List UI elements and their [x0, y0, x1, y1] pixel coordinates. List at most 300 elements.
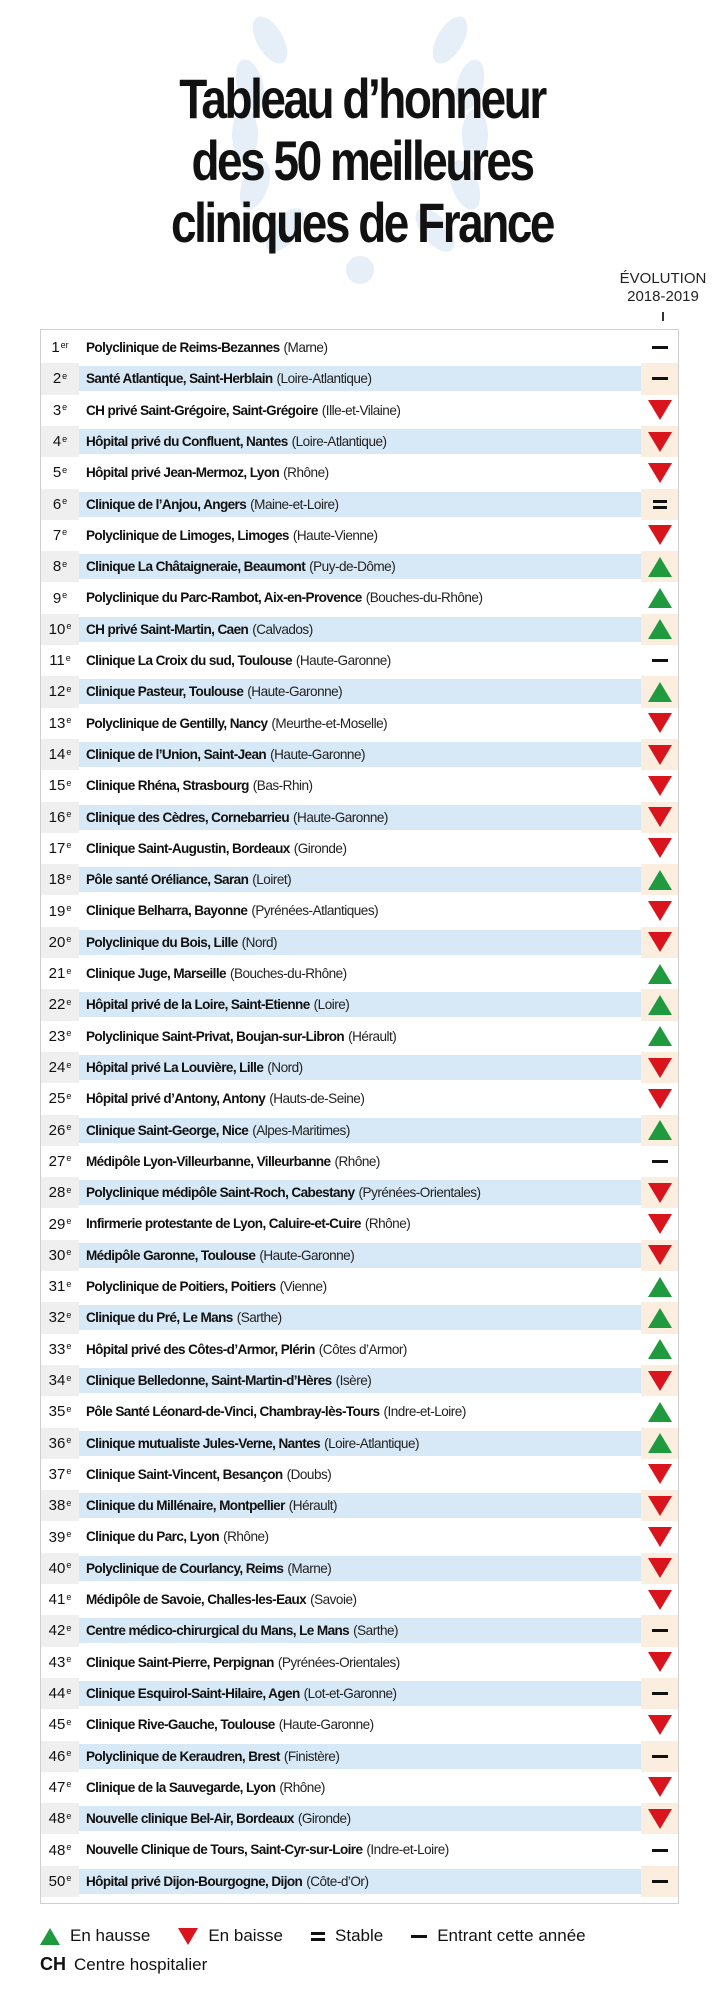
table-row [41, 708, 678, 739]
clinic-name: Clinique Belharra, Bayonne [86, 903, 248, 919]
triangle-down-icon [648, 1652, 672, 1672]
evolution-cell [641, 1208, 678, 1239]
clinic-name: Polyclinique de Gentilly, Nancy [86, 715, 268, 731]
legend [40, 1924, 614, 1948]
clinic-cell [79, 585, 676, 610]
evolution-cell [641, 739, 678, 770]
abbreviation-note [40, 1954, 207, 1975]
rank-suffix: e [66, 903, 72, 914]
rank-number: 19 [48, 902, 66, 920]
rank-suffix: e [66, 1748, 72, 1759]
triangle-down-icon [648, 463, 672, 483]
clinic-department: (Haute-Garonne) [247, 684, 343, 700]
dash-icon [652, 1160, 668, 1163]
clinic-department: (Indre-et-Loire) [383, 1404, 466, 1420]
triangle-up-icon [648, 870, 672, 890]
rank-cell [41, 1052, 79, 1083]
rank-cell [41, 1678, 79, 1709]
rank-number: 16 [48, 808, 66, 826]
legend-down-label: En baisse [208, 1926, 284, 1945]
clinic-name: Clinique du Parc, Lyon [86, 1529, 220, 1545]
table-row [41, 1021, 678, 1052]
clinic-name: Polyclinique Saint-Privat, Boujan-sur-Libron [86, 1028, 345, 1044]
evolution-cell [641, 958, 678, 989]
clinic-department: (Loire-Atlantique) [276, 371, 372, 387]
rank-suffix: e [65, 652, 71, 663]
dash-icon [652, 1849, 668, 1852]
clinic-department: (Loiret) [252, 872, 292, 888]
clinic-cell [79, 1556, 676, 1581]
table-row [41, 1146, 678, 1177]
rank-suffix: er [60, 339, 69, 350]
clinic-department: (Maine-et-Loire) [250, 496, 339, 512]
triangle-down-icon [648, 432, 672, 452]
rank-number: 38 [48, 1497, 66, 1515]
evolution-cell [641, 1866, 678, 1897]
clinic-department: (Gironde) [297, 1811, 351, 1827]
clinic-name: Clinique La Croix du sud, Toulouse [86, 653, 292, 668]
table-row [41, 520, 678, 551]
evolution-cell [641, 1021, 678, 1052]
evolution-cell [641, 1459, 678, 1490]
clinic-cell [79, 1243, 676, 1268]
table-row [41, 645, 678, 676]
evolution-cell [641, 1709, 678, 1740]
triangle-down-icon [648, 838, 672, 858]
clinic-department: (Alpes-Maritimes) [252, 1122, 350, 1138]
table-row [41, 1803, 678, 1834]
rank-suffix: e [66, 1247, 72, 1258]
table-row [41, 582, 678, 613]
table-row [41, 864, 678, 895]
clinic-cell [79, 1399, 676, 1424]
rank-cell [41, 1615, 79, 1646]
triangle-down-icon [648, 1464, 672, 1484]
clinic-name: Infirmerie protestante de Lyon, Caluire-et-Cuire [86, 1216, 361, 1232]
evolution-cell [641, 1772, 678, 1803]
rank-number: 27 [48, 1152, 66, 1170]
rank-cell [41, 457, 79, 488]
rank-number: 31 [48, 1278, 66, 1296]
rank-cell [41, 551, 79, 582]
rank-number: 29 [48, 1215, 66, 1233]
clinic-cell [79, 992, 676, 1017]
table-row [41, 1428, 678, 1459]
rank-number: 24 [48, 1059, 66, 1077]
rank-number: 46 [48, 1747, 66, 1765]
table-row [41, 802, 678, 833]
evolution-cell [641, 927, 678, 958]
clinic-cell [79, 335, 676, 360]
clinic-department: (Haute-Garonne) [259, 1247, 355, 1263]
triangle-down-icon [648, 1558, 672, 1578]
evolution-cell [641, 1396, 678, 1427]
clinic-department: (Meurthe-et-Moselle) [271, 715, 388, 731]
equals-icon [653, 500, 667, 509]
clinic-cell [79, 460, 676, 485]
triangle-up-icon [648, 1308, 672, 1328]
clinic-cell [79, 554, 676, 579]
clinic-name: Médipôle de Savoie, Challes-les-Eaux [86, 1592, 307, 1607]
evolution-cell [641, 770, 678, 801]
rank-number: 23 [48, 1027, 66, 1045]
table-row [41, 551, 678, 582]
clinic-department: (Loire-Atlantique) [291, 433, 387, 449]
clinic-name: Clinique Rive-Gauche, Toulouse [86, 1717, 275, 1733]
evolution-cell [641, 1521, 678, 1552]
clinic-cell [79, 366, 676, 391]
clinic-cell [79, 1431, 676, 1456]
triangle-up-icon [648, 1026, 672, 1046]
table-row [41, 1208, 678, 1239]
evolution-cell [641, 1490, 678, 1521]
table-row [41, 895, 678, 926]
clinic-department: (Hauts-de-Seine) [269, 1091, 365, 1107]
clinic-cell [79, 1775, 676, 1800]
table-row [41, 770, 678, 801]
rank-suffix: e [66, 1873, 72, 1884]
triangle-up-icon [648, 995, 672, 1015]
rank-number: 36 [48, 1434, 66, 1452]
rank-number: 35 [48, 1403, 66, 1421]
clinic-cell [79, 836, 676, 861]
rank-cell [41, 1490, 79, 1521]
rank-cell [41, 708, 79, 739]
page-title [116, 68, 608, 254]
rank-number: 41 [48, 1591, 66, 1609]
rank-cell [41, 1083, 79, 1114]
evolution-cell [641, 1083, 678, 1114]
clinic-cell [79, 617, 676, 642]
clinic-name: Clinique Saint-Vincent, Besançon [86, 1466, 283, 1482]
rank-cell [41, 1365, 79, 1396]
rank-cell [41, 1553, 79, 1584]
rank-suffix: e [66, 1529, 72, 1540]
rank-cell [41, 1021, 79, 1052]
rank-number: 5 [52, 464, 62, 482]
clinic-department: (Pyrénées-Orientales) [277, 1654, 400, 1670]
rank-number: 12 [48, 683, 66, 701]
rank-suffix: e [66, 840, 72, 851]
clinic-cell [79, 1493, 676, 1518]
clinic-department: (Loire) [313, 997, 350, 1013]
clinic-cell [79, 492, 676, 517]
clinic-department: (Isère) [335, 1372, 372, 1388]
rank-suffix: e [66, 1435, 72, 1446]
evolution-cell [641, 582, 678, 613]
clinic-department: (Gironde) [293, 840, 347, 856]
clinic-department: (Savoie) [310, 1592, 357, 1607]
rank-suffix: e [66, 1685, 72, 1696]
table-row [41, 1521, 678, 1552]
clinic-cell [79, 1274, 676, 1299]
clinic-department: (Loire-Atlantique) [324, 1435, 419, 1451]
triangle-down-icon [648, 776, 672, 796]
clinic-cell [79, 648, 676, 673]
evolution-cell [641, 426, 678, 457]
rank-number: 48 [48, 1810, 66, 1828]
rank-number: 33 [48, 1340, 66, 1358]
rank-number: 13 [48, 714, 66, 732]
rank-suffix: e [62, 496, 68, 507]
table-row [41, 1052, 678, 1083]
rank-number: 15 [48, 777, 66, 795]
rank-cell [41, 582, 79, 613]
clinic-cell [79, 1806, 676, 1831]
title-line-2: des 50 meilleures [191, 129, 533, 192]
rank-suffix: e [66, 1466, 72, 1477]
legend-down [178, 1926, 283, 1946]
rank-suffix: e [66, 1216, 72, 1227]
clinic-name: Clinique Esquirol-Saint-Hilaire, Agen [86, 1685, 300, 1701]
clinic-name: Hôpital privé du Confluent, Nantes [86, 433, 288, 449]
rank-number: 48 [48, 1841, 66, 1859]
triangle-up-icon [648, 1402, 672, 1422]
triangle-down-icon [648, 1590, 672, 1610]
rank-suffix: e [66, 1622, 72, 1633]
clinic-name: Polyclinique de Poitiers, Poitiers [86, 1279, 276, 1294]
rank-cell [41, 520, 79, 551]
evolution-cell [641, 1647, 678, 1678]
evolution-header [612, 270, 714, 306]
rank-number: 39 [48, 1528, 66, 1546]
evolution-cell [641, 895, 678, 926]
evolution-years: 2018-2019 [627, 288, 699, 305]
evolution-cell [641, 1584, 678, 1615]
rank-number: 20 [48, 933, 66, 951]
rank-cell [41, 1741, 79, 1772]
clinic-name: Clinique La Châtaigneraie, Beaumont [86, 559, 306, 575]
rank-cell [41, 1521, 79, 1552]
table-row [41, 1709, 678, 1740]
table-row [41, 1490, 678, 1521]
clinic-name: Hôpital privé La Louvière, Lille [86, 1059, 264, 1075]
rank-number: 22 [48, 996, 66, 1014]
triangle-down-icon [648, 1777, 672, 1797]
evolution-cell [641, 1365, 678, 1396]
table-row [41, 332, 678, 363]
evolution-cell [641, 1271, 678, 1302]
rank-suffix: e [66, 1278, 72, 1289]
table-row [41, 1866, 678, 1897]
triangle-up-icon [648, 682, 672, 702]
rank-cell [41, 1302, 79, 1333]
rank-suffix: e [66, 1090, 72, 1101]
rank-cell [41, 1584, 79, 1615]
clinic-name: Pôle Santé Léonard-de-Vinci, Chambray-lès-Tours [86, 1404, 380, 1420]
table-row [41, 614, 678, 645]
evolution-cell [641, 1678, 678, 1709]
clinic-department: (Pyrénées-Orientales) [358, 1185, 481, 1201]
clinic-department: (Marne) [283, 340, 328, 355]
clinic-department: (Ille-et-Vilaine) [321, 402, 401, 418]
table-row [41, 1302, 678, 1333]
clinic-name: Clinique Rhéna, Strasbourg [86, 778, 249, 794]
legend-new [411, 1926, 585, 1946]
clinic-cell [79, 1462, 676, 1487]
rank-cell [41, 802, 79, 833]
evolution-cell [641, 708, 678, 739]
evolution-cell [641, 1428, 678, 1459]
clinic-name: Hôpital privé de la Loire, Saint-Etienne [86, 997, 310, 1013]
table-row [41, 1240, 678, 1271]
triangle-down-icon [648, 901, 672, 921]
clinic-department: (Calvados) [252, 621, 313, 637]
clinic-name: Polyclinique du Parc-Rambot, Aix-en-Provence [86, 590, 362, 606]
rank-number: 17 [48, 839, 66, 857]
triangle-down-icon [648, 1214, 672, 1234]
clinic-name: Clinique du Pré, Le Mans [86, 1310, 233, 1326]
triangle-down-icon [648, 807, 672, 827]
evolution-cell [641, 1115, 678, 1146]
table-row [41, 1553, 678, 1584]
evolution-cell [641, 1553, 678, 1584]
clinic-department: (Pyrénées-Atlantiques) [251, 903, 379, 919]
rank-suffix: e [66, 621, 72, 632]
evolution-cell [641, 1834, 678, 1865]
table-row [41, 1772, 678, 1803]
clinic-department: (Sarthe) [236, 1310, 282, 1326]
table-row [41, 395, 678, 426]
table-row [41, 489, 678, 520]
clinic-cell [79, 711, 676, 736]
clinic-name: Clinique de l’Anjou, Angers [86, 496, 247, 512]
triangle-up-icon [40, 1928, 60, 1945]
evolution-cell [641, 1334, 678, 1365]
rank-number: 3 [52, 401, 62, 419]
clinic-department: (Nord) [267, 1059, 303, 1075]
clinic-cell [79, 1055, 676, 1080]
clinic-department: (Haute-Garonne) [270, 746, 366, 762]
evolution-cell [641, 989, 678, 1020]
clinic-department: (Côte-d’Or) [306, 1873, 369, 1889]
legend-up [40, 1926, 150, 1946]
triangle-up-icon [648, 557, 672, 577]
clinic-name: Polyclinique de Limoges, Limoges [86, 527, 289, 543]
rank-suffix: e [66, 996, 72, 1007]
evolution-cell [641, 614, 678, 645]
rank-suffix: e [66, 1059, 72, 1070]
rank-suffix: e [66, 746, 72, 757]
rank-cell [41, 1772, 79, 1803]
rank-number: 10 [48, 620, 66, 638]
rank-suffix: e [66, 934, 72, 945]
evolution-cell [641, 520, 678, 551]
rank-cell [41, 833, 79, 864]
rank-number: 2 [52, 370, 62, 388]
dash-icon [652, 1629, 668, 1632]
triangle-up-icon [648, 1433, 672, 1453]
clinic-cell [79, 1305, 676, 1330]
rank-cell [41, 1459, 79, 1490]
triangle-down-icon [648, 1527, 672, 1547]
rank-number: 30 [48, 1246, 66, 1264]
evolution-cell [641, 363, 678, 394]
clinic-cell [79, 1149, 676, 1174]
clinic-name: Nouvelle clinique Bel-Air, Bordeaux [86, 1811, 294, 1827]
table-row [41, 833, 678, 864]
clinic-department: (Haute-Vienne) [292, 527, 378, 543]
clinic-cell [79, 1837, 676, 1862]
rank-number: 11 [49, 652, 65, 670]
clinic-name: Polyclinique de Reims-Bezannes [86, 340, 280, 355]
dash-icon [652, 659, 668, 662]
triangle-up-icon [648, 964, 672, 984]
clinic-name: Nouvelle Clinique de Tours, Saint-Cyr-sur-Loire [86, 1842, 363, 1858]
triangle-up-icon [648, 1277, 672, 1297]
abbr-label: Centre hospitalier [74, 1954, 208, 1974]
clinic-cell [79, 1118, 676, 1143]
clinic-department: (Hérault) [348, 1028, 397, 1044]
rank-cell [41, 489, 79, 520]
clinic-department: (Bouches-du-Rhône) [365, 590, 483, 606]
clinic-department: (Haute-Garonne) [295, 653, 391, 668]
evolution-cell [641, 833, 678, 864]
clinic-cell [79, 1086, 676, 1111]
table-row [41, 1459, 678, 1490]
triangle-down-icon [648, 1715, 672, 1735]
table-row [41, 676, 678, 707]
rank-cell [41, 1146, 79, 1177]
triangle-up-icon [648, 588, 672, 608]
evolution-cell [641, 645, 678, 676]
rank-number: 26 [48, 1121, 66, 1139]
rank-suffix: e [66, 1184, 72, 1195]
rank-cell [41, 864, 79, 895]
clinic-name: Clinique Belledonne, Saint-Martin-d’Hères [86, 1372, 332, 1388]
table-row [41, 1834, 678, 1865]
dash-icon [652, 346, 668, 349]
rank-suffix: e [62, 370, 68, 381]
abbr-code: CH [40, 1954, 66, 1974]
rank-suffix: e [66, 1716, 72, 1727]
rank-number: 25 [48, 1090, 66, 1108]
table-row [41, 1584, 678, 1615]
clinic-cell [79, 898, 676, 923]
rank-suffix: e [66, 1403, 72, 1414]
dash-icon [652, 1692, 668, 1695]
rank-cell [41, 1803, 79, 1834]
rank-number: 1 [51, 339, 60, 357]
evolution-cell [641, 1741, 678, 1772]
triangle-down-icon [648, 713, 672, 733]
clinic-department: (Rhône) [223, 1529, 269, 1545]
triangle-up-icon [648, 1339, 672, 1359]
rank-suffix: e [66, 1560, 72, 1571]
rank-suffix: e [62, 402, 68, 413]
rank-cell [41, 1334, 79, 1365]
evolution-cell [641, 676, 678, 707]
clinic-cell [79, 679, 676, 704]
clinic-name: Clinique de la Sauvegarde, Lyon [86, 1779, 276, 1795]
table-row [41, 457, 678, 488]
clinic-cell [79, 429, 676, 454]
triangle-down-icon [648, 1496, 672, 1516]
triangle-down-icon [178, 1928, 198, 1945]
legend-stable [311, 1926, 383, 1946]
clinic-cell [79, 773, 676, 798]
table-row [41, 1678, 678, 1709]
evolution-tick [662, 312, 664, 321]
rank-cell [41, 676, 79, 707]
clinic-cell [79, 1650, 676, 1675]
rank-number: 28 [48, 1184, 66, 1202]
clinic-department: (Puy-de-Dôme) [309, 559, 396, 575]
rank-suffix: e [66, 1654, 72, 1665]
triangle-up-icon [648, 1120, 672, 1140]
table-row [41, 1083, 678, 1114]
table-row [41, 1177, 678, 1208]
